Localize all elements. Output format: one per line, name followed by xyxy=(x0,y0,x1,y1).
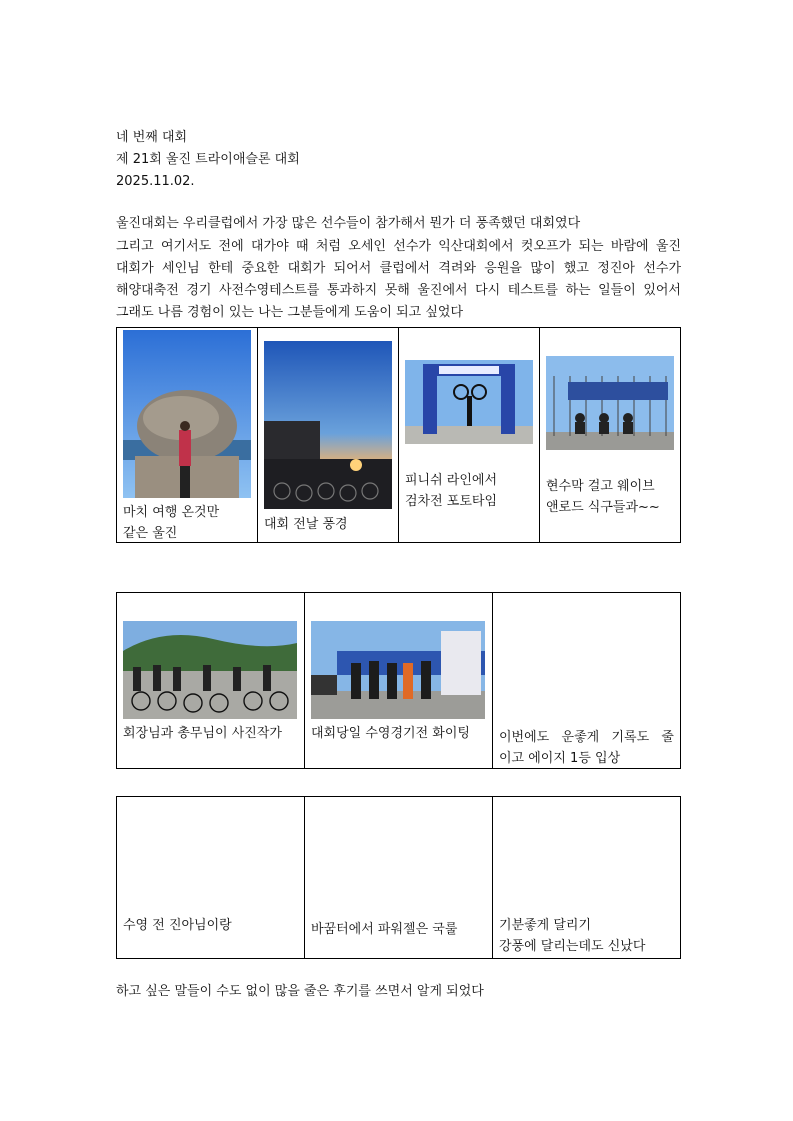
photo-cell xyxy=(399,328,540,543)
photo-cell xyxy=(117,328,258,543)
photo-cell xyxy=(117,593,305,769)
photo-caption: 대회 전날 풍경 xyxy=(264,517,348,532)
photo-caption: 기분좋게 달리기 xyxy=(499,918,592,933)
photo-caption: 마치 여행 온것만 xyxy=(123,505,220,520)
photo-caption: 회장님과 총무님이 사진작가 xyxy=(123,726,282,741)
banner-fence-group-photo xyxy=(546,356,674,450)
race-date: 2025.11.02. xyxy=(116,174,195,189)
photo-caption: 대회당일 수영경기전 화이팅 xyxy=(311,726,470,741)
photo-cell xyxy=(305,797,493,959)
photo-caption: 같은 울진 xyxy=(123,526,178,541)
photo-caption: 검차전 포토타임 xyxy=(405,494,498,509)
cyclists-group-photo xyxy=(123,621,297,719)
photo-table-3 xyxy=(116,796,681,959)
photo-caption: 강풍에 달리는데도 신났다 xyxy=(499,939,646,954)
photo-caption: 이번에도 운좋게 기록도 줄 xyxy=(499,730,674,745)
photo-table-1 xyxy=(116,327,681,543)
photo-cell xyxy=(305,593,493,769)
race-number-heading: 네 번째 대회 xyxy=(116,130,188,145)
photo-cell xyxy=(117,797,305,959)
closing-sentence: 하고 싶은 말들이 수도 없이 많을 줄은 후기를 쓰면서 알게 되었다 xyxy=(116,984,484,999)
photo-cell xyxy=(258,328,399,543)
photo-caption: 수영 전 진아님이랑 xyxy=(123,918,232,933)
photo-caption: 현수막 걸고 웨이브 xyxy=(546,479,655,494)
photo-caption: 바꿈터에서 파워젤은 국룰 xyxy=(311,922,458,937)
photo-cell xyxy=(493,593,681,769)
photo-caption: 이고 에이지 1등 입상 xyxy=(499,751,621,766)
photo-cell xyxy=(540,328,681,543)
photo-caption: 피니쉬 라인에서 xyxy=(405,473,498,488)
swim-start-group-photo xyxy=(311,621,485,719)
photo-table-2 xyxy=(116,592,681,769)
intro-paragraph: 울진대회는 우리클럽에서 가장 많은 선수들이 참가해서 뭔가 더 풍족했던 대회였다 xyxy=(116,216,581,231)
race-title: 제 21회 울진 트라이애슬론 대회 xyxy=(116,152,300,167)
photo-caption: 앤로드 식구들과~~ xyxy=(546,500,660,515)
story-paragraph: 그리고 여기서도 전에 대가야 때 처럼 오세인 선수가 익산대회에서 컷오프가 되는 바람에 울진 대회가 세인님 한테 중요한 대회가 되어서 클럽에서 격려와 응원을 많이 했고 정진아 선수가 해양대축전 경기 사전수영테스트를 통과하지 못해 울진에서 다시 테스트를 하는 일들이 있어서 그래도 나름 경험이 있는 나는 그분들에게 도움이 되고 싶었다 xyxy=(116,239,681,320)
photo-cell xyxy=(493,797,681,959)
sunset-transition-area-photo xyxy=(264,341,392,509)
finish-arch-bike-photo xyxy=(405,360,533,444)
rock-monument-photo xyxy=(123,330,251,498)
